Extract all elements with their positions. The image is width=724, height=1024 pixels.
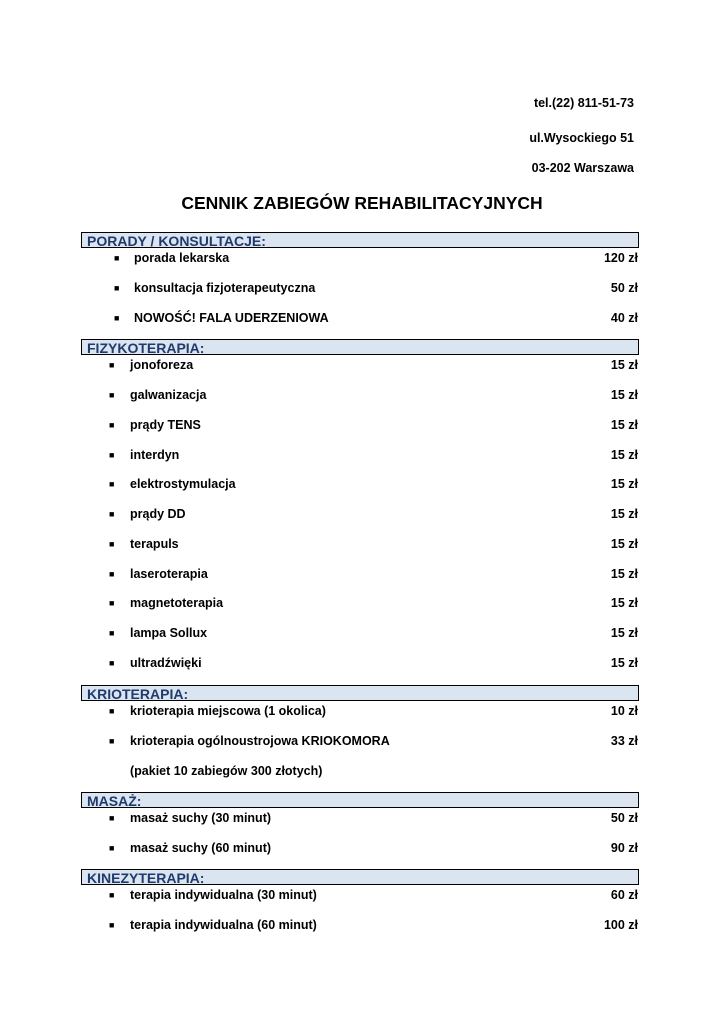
treatment-price: 50 zł: [610, 281, 638, 295]
treatment-price: 120 zł: [603, 251, 638, 265]
price-row: [106, 702, 638, 720]
treatment-price: 15 zł: [610, 448, 638, 462]
bullet-icon: ■: [109, 360, 115, 370]
treatment-name: lampa Sollux: [130, 626, 208, 640]
treatment-price: 90 zł: [610, 841, 638, 855]
bullet-icon: ■: [109, 390, 115, 400]
treatment-name: konsultacja fizjoterapeutyczna: [134, 281, 316, 295]
bullet-icon: ■: [109, 843, 115, 853]
bullet-icon: ■: [109, 569, 115, 579]
section-header-masaz: MASAŻ:: [81, 792, 639, 808]
bullet-icon: ■: [109, 706, 115, 716]
treatment-name: krioterapia ogólnoustrojowa KRIOKOMORA: [130, 734, 390, 748]
price-row: [106, 654, 638, 672]
treatment-name: jonoforeza: [130, 358, 194, 372]
bullet-icon: ■: [109, 598, 115, 608]
price-row: [106, 535, 638, 553]
treatment-price: 40 zł: [610, 311, 638, 325]
contact-phone: tel.(22) 811-51-73: [533, 96, 634, 110]
price-row: [106, 309, 638, 327]
price-row: [106, 839, 638, 857]
treatment-name: terapuls: [130, 537, 179, 551]
bullet-icon: ■: [114, 283, 120, 293]
treatment-price: 33 zł: [610, 734, 638, 748]
bullet-icon: ■: [109, 539, 115, 549]
treatment-name: masaż suchy (60 minut): [130, 841, 272, 855]
treatment-name: elektrostymulacja: [130, 477, 236, 491]
price-row: [106, 594, 638, 612]
treatment-name: interdyn: [130, 448, 180, 462]
price-row: [106, 279, 638, 297]
price-row: [106, 809, 638, 827]
treatment-name: porada lekarska: [134, 251, 230, 265]
bullet-icon: ■: [114, 313, 120, 323]
treatment-price: 100 zł: [603, 918, 638, 932]
treatment-price: 15 zł: [610, 388, 638, 402]
treatment-name: ultradźwięki: [130, 656, 202, 670]
contact-street: ul.Wysockiego 51: [529, 131, 634, 145]
treatment-price: 15 zł: [610, 507, 638, 521]
bullet-icon: ■: [114, 253, 120, 263]
treatment-name: terapia indywidualna (60 minut): [130, 918, 317, 932]
contact-city: 03-202 Warszawa: [531, 161, 634, 175]
bullet-icon: ■: [109, 479, 115, 489]
treatment-price: 50 zł: [610, 811, 638, 825]
price-row: [106, 732, 638, 750]
section-header-porady: PORADY / KONSULTACJE:: [81, 232, 639, 248]
treatment-price: 10 zł: [610, 704, 638, 718]
price-row: [106, 249, 638, 267]
price-row: [106, 624, 638, 642]
bullet-icon: ■: [109, 628, 115, 638]
treatment-name: masaż suchy (30 minut): [130, 811, 272, 825]
treatment-price: 60 zł: [610, 888, 638, 902]
price-row: [106, 356, 638, 374]
treatment-price: 15 zł: [610, 477, 638, 491]
treatment-price: 15 zł: [610, 567, 638, 581]
price-row: [106, 505, 638, 523]
treatment-price: 15 zł: [610, 596, 638, 610]
bullet-icon: ■: [109, 450, 115, 460]
price-row: [106, 475, 638, 493]
section-header-krioterapia: KRIOTERAPIA:: [81, 685, 639, 701]
treatment-price: 15 zł: [610, 626, 638, 640]
bullet-icon: ■: [109, 736, 115, 746]
treatment-name: NOWOŚĆ! FALA UDERZENIOWA: [134, 311, 329, 325]
bullet-icon: ■: [109, 658, 115, 668]
page-title: CENNIK ZABIEGÓW REHABILITACYJNYCH: [181, 193, 543, 213]
bullet-icon: ■: [109, 813, 115, 823]
treatment-price: 15 zł: [610, 656, 638, 670]
treatment-price: 15 zł: [610, 358, 638, 372]
treatment-name: prądy DD: [130, 507, 186, 521]
bullet-icon: ■: [109, 890, 115, 900]
price-row: [106, 416, 638, 434]
treatment-price: 15 zł: [610, 418, 638, 432]
treatment-name: krioterapia miejscowa (1 okolica): [130, 704, 326, 718]
treatment-name: laseroterapia: [130, 567, 208, 581]
package-note: (pakiet 10 zabiegów 300 złotych): [130, 764, 323, 778]
price-row: [106, 446, 638, 464]
section-header-fizykoterapia: FIZYKOTERAPIA:: [81, 339, 639, 355]
price-row: [106, 916, 638, 934]
treatment-name: magnetoterapia: [130, 596, 224, 610]
treatment-name: terapia indywidualna (30 minut): [130, 888, 317, 902]
treatment-name: galwanizacja: [130, 388, 207, 402]
price-row: [106, 886, 638, 904]
price-row: [106, 386, 638, 404]
treatment-name: prądy TENS: [130, 418, 201, 432]
price-row: [106, 565, 638, 583]
treatment-price: 15 zł: [610, 537, 638, 551]
section-header-kinezyterapia: KINEZYTERAPIA:: [81, 869, 639, 885]
bullet-icon: ■: [109, 920, 115, 930]
bullet-icon: ■: [109, 509, 115, 519]
bullet-icon: ■: [109, 420, 115, 430]
